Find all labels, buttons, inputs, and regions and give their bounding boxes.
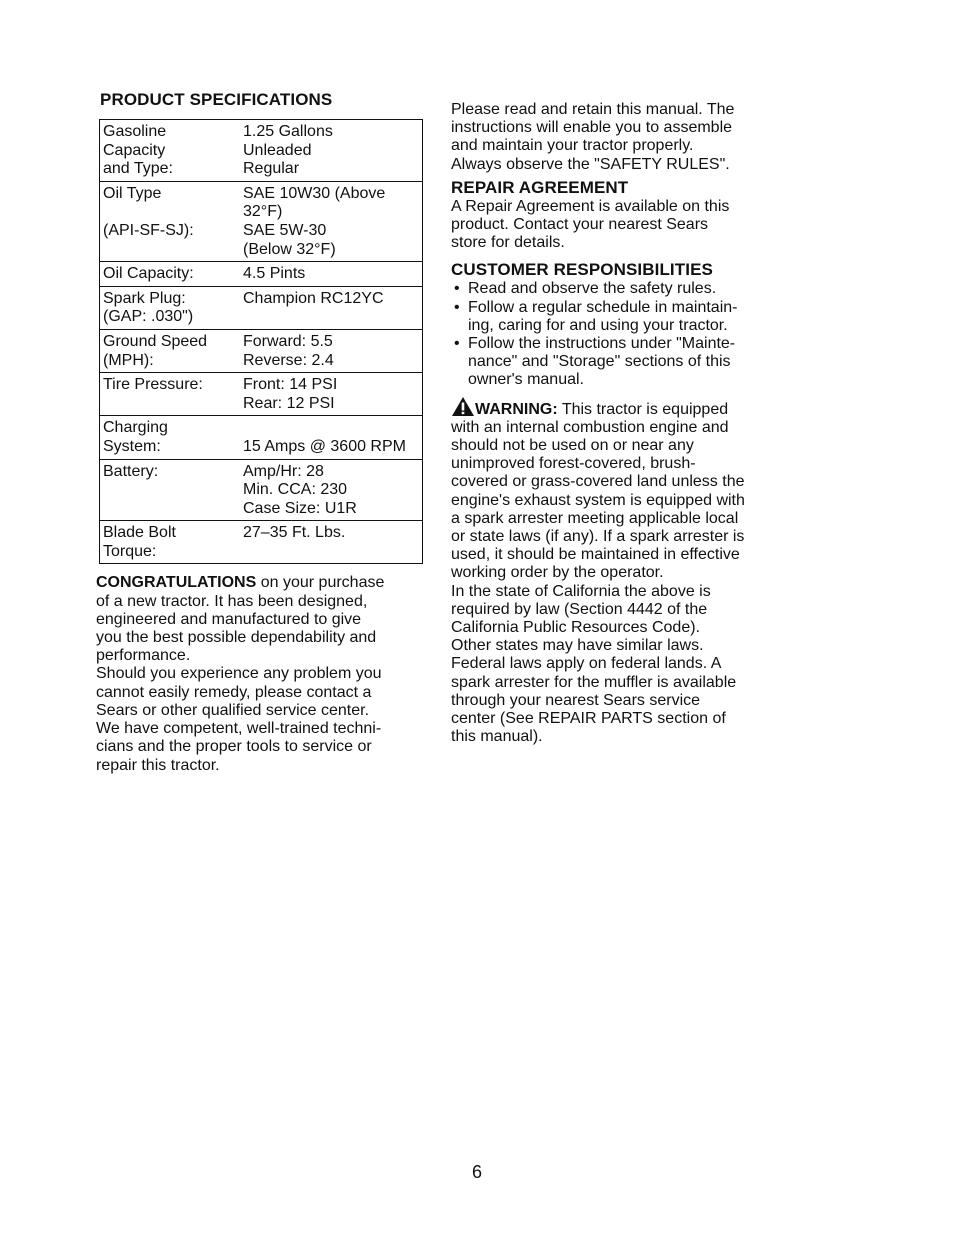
product-specifications-title: PRODUCT SPECIFICATIONS	[100, 90, 333, 109]
warning-triangle-icon	[451, 396, 475, 417]
repair-agreement-text: A Repair Agreement is available on this product. Contact your nearest Sears store for details.	[451, 197, 730, 252]
spec-row-battery	[100, 460, 422, 522]
spec-label: Spark Plug: (GAP: .030")	[103, 289, 194, 326]
specifications-table	[99, 119, 423, 564]
warning-label: WARNING:	[475, 400, 558, 418]
spec-value: 1.25 Gallons Unleaded Regular	[243, 123, 333, 178]
spec-row-charging-system	[100, 416, 422, 459]
right-column	[451, 101, 781, 747]
page-number: 6	[471, 1162, 482, 1182]
spec-value: Front: 14 PSI Rear: 12 PSI	[243, 376, 338, 412]
customer-responsibilities-title: CUSTOMER RESPONSIBILITIES	[451, 260, 713, 280]
left-column	[96, 90, 430, 775]
list-item	[451, 280, 781, 298]
bullet-icon: •	[454, 280, 460, 298]
spec-label: Battery:	[103, 462, 159, 480]
responsibilities-list	[451, 280, 781, 389]
spec-label: Charging System:	[103, 419, 168, 455]
intro-paragraph: Please read and retain this manual. The instructions will enable you to assemble and maintain your tractor properly. Always observe the "SAFETY RULES".	[451, 101, 735, 173]
spec-label: Oil Capacity:	[103, 265, 194, 283]
spec-value: SAE 10W30 (Above 32°F) SAE 5W-30 (Below 32°F)	[243, 184, 386, 258]
congratulations-heading: CONGRATULATIONS	[96, 574, 257, 592]
spec-row-blade-bolt	[100, 521, 422, 563]
spec-label: Ground Speed (MPH):	[103, 332, 208, 369]
spec-value: 27–35 Ft. Lbs.	[243, 524, 346, 542]
list-item	[451, 335, 781, 390]
spec-value: 4.5 Pints	[243, 265, 306, 283]
spec-row-spark-plug	[100, 287, 422, 330]
warning-text: This tractor is equipped with an internal combustion engine and should not be used on or near any unimproved forest-covered, brush- covered or grass-covered land unless the engine's exhaust system is equipped with a spark arrester meeting applicable local or state laws (if any). If a spark arrester is used, it should be maintained in effective working order by the operator. In the state of California the above is required by law (Section 4442 of the California Public Resources Code). Other states may have similar laws. Federal laws apply on federal lands. A spark arrester for the muffler is available through your nearest Sears service center (See REPAIR PARTS section of this manual).	[451, 400, 745, 746]
spec-row-oil-capacity	[100, 262, 422, 287]
spec-value: Amp/Hr: 28 Min. CCA: 230 Case Size: U1R	[243, 462, 357, 517]
congratulations-text: on your purchase of a new tractor. It has been designed, engineered and manufactured to give you the best possible dependability and performance. Should you experience any problem you cannot easily remedy, please contact a Sears or other qualified service center. We have competent, well-trained techni- cians and the proper tools to service or repair this tractor.	[96, 574, 385, 774]
repair-agreement-title: REPAIR AGREEMENT	[451, 177, 629, 197]
bullet-icon: •	[454, 298, 460, 316]
list-item-text: Follow a regular schedule in maintain- ing, caring for and using your tractor.	[468, 298, 738, 334]
spec-row-tire-pressure	[100, 373, 422, 416]
spec-label: Blade Bolt Torque:	[103, 524, 176, 560]
spec-label: Gasoline Capacity and Type:	[103, 123, 173, 178]
spec-value: Champion RC12YC	[243, 289, 384, 307]
spec-label: Oil Type (API-SF-SJ):	[103, 184, 194, 239]
spec-row-oil-type	[100, 182, 422, 262]
list-item-text: Follow the instructions under "Mainte- nance" and "Storage" sections of this owner's manual.	[468, 335, 736, 389]
congratulations-paragraph	[96, 574, 430, 774]
spec-row-gasoline	[100, 120, 422, 182]
spec-label: Tire Pressure:	[103, 376, 203, 394]
spec-value: Forward: 5.5 Reverse: 2.4	[243, 332, 334, 369]
bullet-icon: •	[454, 335, 460, 353]
list-item	[451, 299, 781, 335]
list-item-text: Read and observe the safety rules.	[468, 280, 717, 298]
warning-paragraph	[451, 396, 781, 747]
spec-value: 15 Amps @ 3600 RPM	[243, 437, 406, 455]
spec-row-ground-speed	[100, 330, 422, 373]
